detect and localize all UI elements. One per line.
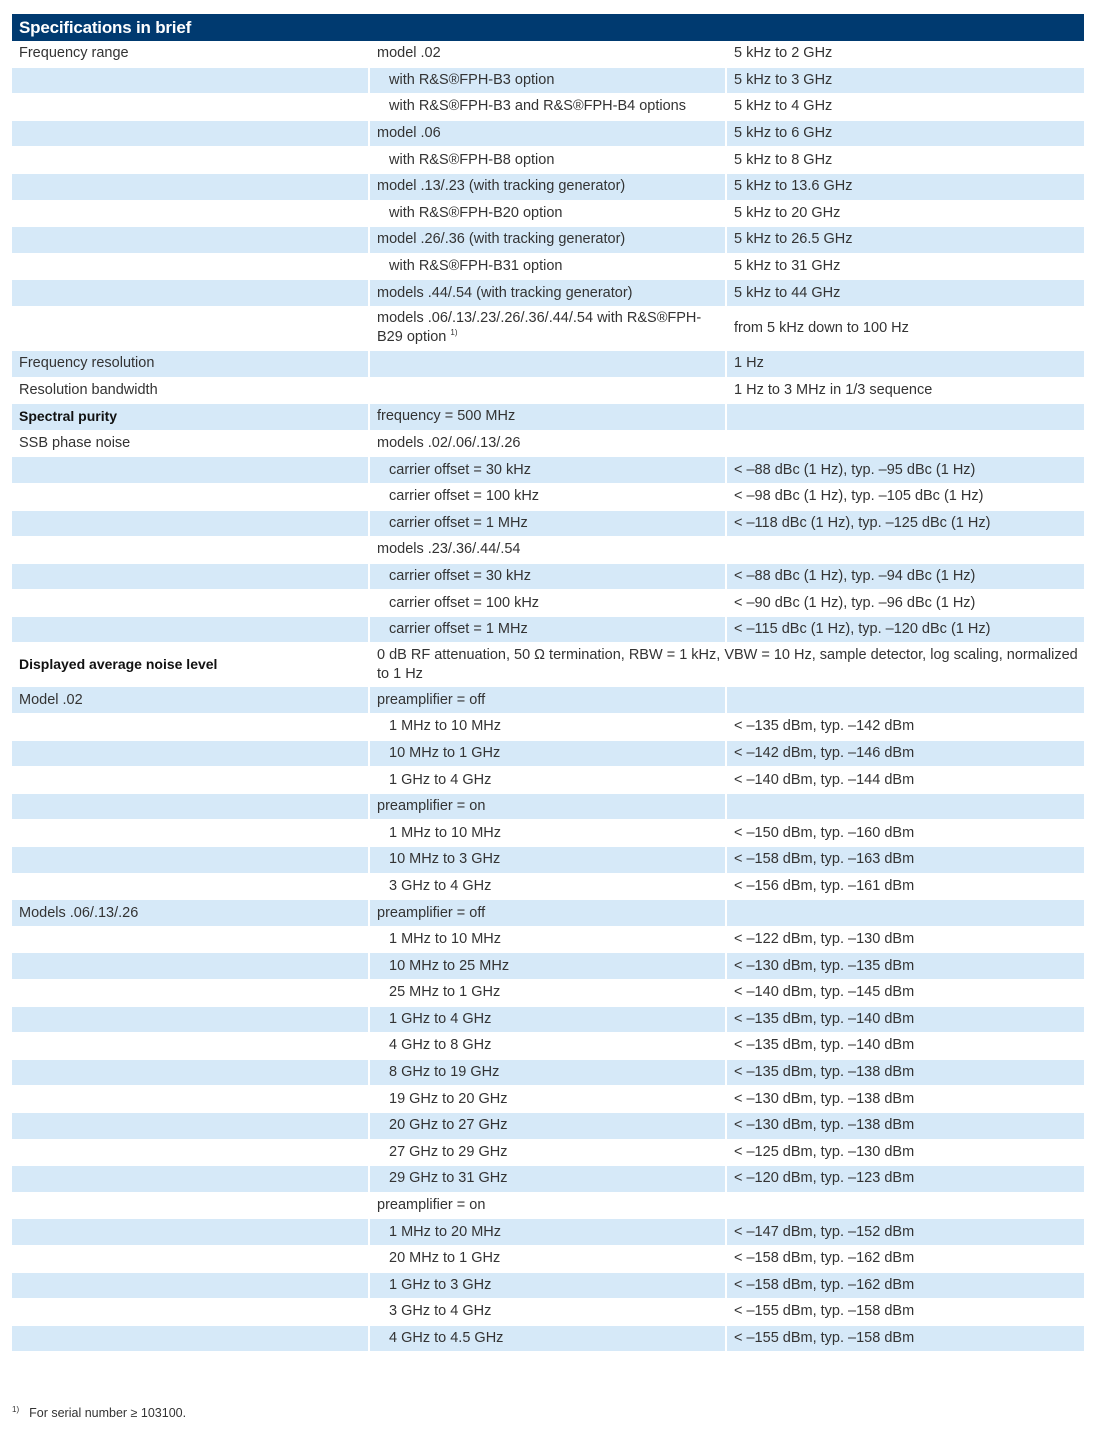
table-row [12, 1060, 1084, 1087]
parameter-cell [12, 201, 370, 228]
value-cell [727, 900, 1084, 927]
table-row [12, 147, 1084, 174]
value-cell [727, 794, 1084, 821]
parameter-cell [12, 767, 370, 794]
value-cell: < –118 dBc (1 Hz), typ. –125 dBc (1 Hz) [727, 511, 1084, 538]
value-cell: 5 kHz to 13.6 GHz [727, 174, 1084, 201]
parameter-cell [12, 820, 370, 847]
table-row [12, 1273, 1084, 1300]
table-row [12, 1086, 1084, 1113]
condition-cell: 10 MHz to 1 GHz [370, 741, 727, 768]
table-row [12, 351, 1084, 378]
table-row [12, 590, 1084, 617]
table-row [12, 254, 1084, 281]
parameter-cell: Frequency range [12, 41, 370, 68]
condition-cell: 20 MHz to 1 GHz [370, 1246, 727, 1273]
value-cell: 5 kHz to 8 GHz [727, 147, 1084, 174]
parameter-cell [12, 564, 370, 591]
table-row [12, 687, 1084, 714]
footnote [12, 1405, 186, 1420]
table-row [12, 378, 1084, 405]
table-row [12, 874, 1084, 901]
parameter-cell: SSB phase noise [12, 431, 370, 458]
table-row [12, 1007, 1084, 1034]
condition-cell: models .44/.54 (with tracking generator) [370, 280, 727, 307]
condition-cell: 1 MHz to 10 MHz [370, 714, 727, 741]
condition-cell: carrier offset = 1 MHz [370, 511, 727, 538]
value-cell: < –156 dBm, typ. –161 dBm [727, 874, 1084, 901]
table-row [12, 537, 1084, 564]
parameter-cell [12, 1166, 370, 1193]
condition-cell [370, 378, 727, 405]
parameter-cell [12, 1060, 370, 1087]
condition-cell: 10 MHz to 3 GHz [370, 847, 727, 874]
value-cell: from 5 kHz down to 100 Hz [727, 307, 1084, 351]
parameter-cell [12, 68, 370, 95]
table-row [12, 1166, 1084, 1193]
table-row [12, 794, 1084, 821]
parameter-cell [12, 537, 370, 564]
table-row [12, 767, 1084, 794]
parameter-cell: Spectral purity [12, 404, 370, 431]
condition-cell: 27 GHz to 29 GHz [370, 1140, 727, 1167]
parameter-cell: Models .06/.13/.26 [12, 900, 370, 927]
value-cell [727, 404, 1084, 431]
parameter-cell [12, 927, 370, 954]
table-row [12, 94, 1084, 121]
value-cell: 5 kHz to 4 GHz [727, 94, 1084, 121]
condition-cell: 1 GHz to 4 GHz [370, 767, 727, 794]
condition-cell: carrier offset = 30 kHz [370, 457, 727, 484]
table-row [12, 1246, 1084, 1273]
table-row [12, 201, 1084, 228]
table-row [12, 714, 1084, 741]
table-row [12, 457, 1084, 484]
parameter-cell [12, 1246, 370, 1273]
parameter-cell [12, 874, 370, 901]
footnote-reference: 1) [450, 328, 458, 338]
parameter-cell [12, 1219, 370, 1246]
condition-cell: 1 GHz to 4 GHz [370, 1007, 727, 1034]
condition-cell: 1 MHz to 20 MHz [370, 1219, 727, 1246]
value-cell: < –122 dBm, typ. –130 dBm [727, 927, 1084, 954]
parameter-cell [12, 1299, 370, 1326]
table-row [12, 1326, 1084, 1353]
value-cell: 5 kHz to 2 GHz [727, 41, 1084, 68]
table-row [12, 121, 1084, 148]
condition-text: models .06/.13/.23/.26/.36/.44/.54 with R&S®FPH-B29 option [377, 310, 702, 346]
value-cell: < –88 dBc (1 Hz), typ. –94 dBc (1 Hz) [727, 564, 1084, 591]
table-row [12, 1140, 1084, 1167]
parameter-cell [12, 1033, 370, 1060]
table-row [12, 1193, 1084, 1220]
value-cell: 5 kHz to 20 GHz [727, 201, 1084, 228]
condition-cell: model .02 [370, 41, 727, 68]
parameter-cell [12, 1273, 370, 1300]
value-cell: 1 Hz to 3 MHz in 1/3 sequence [727, 378, 1084, 405]
condition-cell: with R&S®FPH-B8 option [370, 147, 727, 174]
value-cell [727, 687, 1084, 714]
parameter-cell [12, 121, 370, 148]
value-cell: < –140 dBm, typ. –144 dBm [727, 767, 1084, 794]
value-cell: < –150 dBm, typ. –160 dBm [727, 820, 1084, 847]
condition-cell: model .26/.36 (with tracking generator) [370, 227, 727, 254]
table-row [12, 1033, 1084, 1060]
value-cell: < –147 dBm, typ. –152 dBm [727, 1219, 1084, 1246]
parameter-cell [12, 741, 370, 768]
condition-cell: 4 GHz to 8 GHz [370, 1033, 727, 1060]
section-title: Specifications in brief [12, 14, 1084, 41]
condition-cell: 25 MHz to 1 GHz [370, 980, 727, 1007]
table-row [12, 741, 1084, 768]
condition-cell: 1 MHz to 10 MHz [370, 927, 727, 954]
table-row [12, 980, 1084, 1007]
parameter-cell [12, 174, 370, 201]
footnote-mark: 1) [12, 1405, 20, 1414]
table-row [12, 820, 1084, 847]
parameter-cell [12, 1007, 370, 1034]
parameter-cell [12, 511, 370, 538]
condition-cell: preamplifier = off [370, 900, 727, 927]
parameter-cell [12, 980, 370, 1007]
parameter-cell [12, 847, 370, 874]
value-cell [727, 537, 1084, 564]
value-cell: < –158 dBm, typ. –163 dBm [727, 847, 1084, 874]
table-row [12, 307, 1084, 351]
condition-cell [370, 307, 727, 351]
value-cell: < –140 dBm, typ. –145 dBm [727, 980, 1084, 1007]
value-cell: < –125 dBm, typ. –130 dBm [727, 1140, 1084, 1167]
parameter-cell [12, 484, 370, 511]
condition-cell: 19 GHz to 20 GHz [370, 1086, 727, 1113]
parameter-cell [12, 953, 370, 980]
table-row [12, 953, 1084, 980]
table-row [12, 1299, 1084, 1326]
parameter-cell [12, 94, 370, 121]
parameter-cell [12, 1086, 370, 1113]
table-row [12, 927, 1084, 954]
table-row [12, 41, 1084, 68]
condition-cell: carrier offset = 30 kHz [370, 564, 727, 591]
table-row [12, 227, 1084, 254]
parameter-cell [12, 227, 370, 254]
value-cell: < –155 dBm, typ. –158 dBm [727, 1299, 1084, 1326]
parameter-cell: Resolution bandwidth [12, 378, 370, 405]
value-cell: < –130 dBm, typ. –138 dBm [727, 1113, 1084, 1140]
parameter-cell [12, 617, 370, 644]
value-cell: < –155 dBm, typ. –158 dBm [727, 1326, 1084, 1353]
table-row [12, 564, 1084, 591]
condition-cell: model .13/.23 (with tracking generator) [370, 174, 727, 201]
table-row [12, 174, 1084, 201]
value-cell: < –158 dBm, typ. –162 dBm [727, 1273, 1084, 1300]
condition-cell: with R&S®FPH-B20 option [370, 201, 727, 228]
condition-cell: 3 GHz to 4 GHz [370, 874, 727, 901]
specifications-page [12, 14, 1084, 1352]
specifications-table [12, 41, 1084, 1352]
parameter-cell [12, 794, 370, 821]
parameter-cell [12, 590, 370, 617]
parameter-cell [12, 457, 370, 484]
value-cell: < –130 dBm, typ. –138 dBm [727, 1086, 1084, 1113]
parameter-cell: Frequency resolution [12, 351, 370, 378]
value-cell: < –142 dBm, typ. –146 dBm [727, 741, 1084, 768]
table-row [12, 643, 1084, 687]
parameter-cell [12, 280, 370, 307]
footnote-text: For serial number ≥ 103100. [29, 1406, 187, 1421]
parameter-cell [12, 714, 370, 741]
condition-cell: preamplifier = off [370, 687, 727, 714]
parameter-cell [12, 147, 370, 174]
value-cell: < –135 dBm, typ. –138 dBm [727, 1060, 1084, 1087]
condition-cell: models .23/.36/.44/.54 [370, 537, 727, 564]
value-cell: < –158 dBm, typ. –162 dBm [727, 1246, 1084, 1273]
table-row [12, 617, 1084, 644]
condition-cell: 4 GHz to 4.5 GHz [370, 1326, 727, 1353]
value-cell: < –130 dBm, typ. –135 dBm [727, 953, 1084, 980]
condition-cell: with R&S®FPH-B3 option [370, 68, 727, 95]
value-cell: 5 kHz to 6 GHz [727, 121, 1084, 148]
parameter-cell [12, 254, 370, 281]
table-row [12, 1219, 1084, 1246]
value-cell: < –135 dBm, typ. –140 dBm [727, 1007, 1084, 1034]
table-row [12, 404, 1084, 431]
table-row [12, 1113, 1084, 1140]
condition-cell: 20 GHz to 27 GHz [370, 1113, 727, 1140]
table-row [12, 68, 1084, 95]
value-cell: < –120 dBm, typ. –123 dBm [727, 1166, 1084, 1193]
condition-cell: with R&S®FPH-B3 and R&S®FPH-B4 options [370, 94, 727, 121]
condition-cell: 1 MHz to 10 MHz [370, 820, 727, 847]
parameter-cell: Displayed average noise level [12, 643, 370, 687]
table-row [12, 431, 1084, 458]
value-cell: < –88 dBc (1 Hz), typ. –95 dBc (1 Hz) [727, 457, 1084, 484]
condition-cell: 8 GHz to 19 GHz [370, 1060, 727, 1087]
value-cell: < –98 dBc (1 Hz), typ. –105 dBc (1 Hz) [727, 484, 1084, 511]
parameter-cell [12, 1140, 370, 1167]
value-cell: < –115 dBc (1 Hz), typ. –120 dBc (1 Hz) [727, 617, 1084, 644]
condition-cell: carrier offset = 100 kHz [370, 484, 727, 511]
condition-cell: 3 GHz to 4 GHz [370, 1299, 727, 1326]
condition-cell: 29 GHz to 31 GHz [370, 1166, 727, 1193]
value-cell: < –135 dBm, typ. –142 dBm [727, 714, 1084, 741]
parameter-cell: Model .02 [12, 687, 370, 714]
table-row [12, 511, 1084, 538]
value-cell [727, 431, 1084, 458]
parameter-cell [12, 1113, 370, 1140]
value-cell: < –135 dBm, typ. –140 dBm [727, 1033, 1084, 1060]
parameter-cell [12, 1193, 370, 1220]
condition-cell: models .02/.06/.13/.26 [370, 431, 727, 458]
value-cell [727, 1193, 1084, 1220]
condition-cell: model .06 [370, 121, 727, 148]
condition-cell: carrier offset = 1 MHz [370, 617, 727, 644]
condition-cell: preamplifier = on [370, 1193, 727, 1220]
condition-cell: 10 MHz to 25 MHz [370, 953, 727, 980]
condition-cell: frequency = 500 MHz [370, 404, 727, 431]
value-cell: < –90 dBc (1 Hz), typ. –96 dBc (1 Hz) [727, 590, 1084, 617]
specifications-table-body [12, 41, 1084, 1352]
value-cell: 5 kHz to 44 GHz [727, 280, 1084, 307]
condition-cell: 1 GHz to 3 GHz [370, 1273, 727, 1300]
value-cell: 5 kHz to 31 GHz [727, 254, 1084, 281]
table-row [12, 900, 1084, 927]
condition-cell: with R&S®FPH-B31 option [370, 254, 727, 281]
parameter-cell [12, 1326, 370, 1353]
condition-cell: 0 dB RF attenuation, 50 Ω termination, RBW = 1 kHz, VBW = 10 Hz, sample detector, log scaling, normalized to 1 Hz [370, 643, 1084, 687]
value-cell: 1 Hz [727, 351, 1084, 378]
condition-cell: carrier offset = 100 kHz [370, 590, 727, 617]
value-cell: 5 kHz to 3 GHz [727, 68, 1084, 95]
condition-cell: preamplifier = on [370, 794, 727, 821]
table-row [12, 280, 1084, 307]
table-row [12, 484, 1084, 511]
parameter-cell [12, 307, 370, 351]
table-row [12, 847, 1084, 874]
condition-cell [370, 351, 727, 378]
value-cell: 5 kHz to 26.5 GHz [727, 227, 1084, 254]
